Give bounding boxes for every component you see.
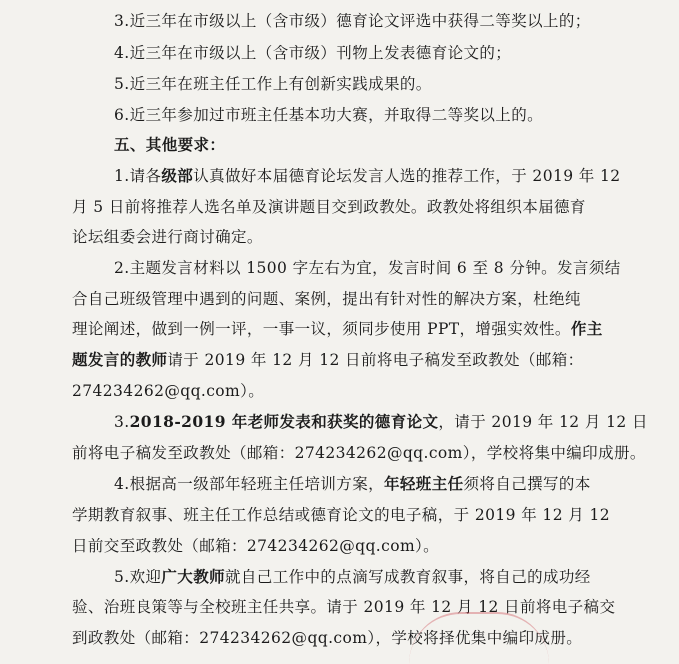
p3-rest: ，请于 2019 年 12 月 12 日 [438,413,648,431]
paragraph-1-line-2: 月 5 日前将推荐人选名单及演讲题目交到政教处。政教处将组织本届德育 [72,198,586,216]
paragraph-2-line-5: 274234262@qq.com）。 [72,382,265,400]
paragraph-3-line-1 [114,410,648,432]
p5-bold: 广大教师 [161,567,225,586]
p1-rest: 认真做好本届德育论坛发言人选的推荐工作，于 2019 年 12 [193,167,621,185]
paragraph-4-line-1 [114,472,591,494]
criteria-item-4: 4.近三年在市级以上（含市级）刊物上发表德育论文的； [114,44,512,62]
red-stamp [409,612,549,664]
p2-line4-text: 请于 2019 年 12 月 12 日前将电子稿发至政教处（邮箱： [167,351,584,369]
p5-rest: 就自己工作中的点滴写成教育叙事，将自己的成功经 [225,568,591,586]
section-heading: 五、其他要求： [114,135,226,154]
paragraph-5-line-2: 验、治班良策等与全校班主任共享。请于 2019 年 12 月 12 日前将电子稿交 [72,598,616,616]
paragraph-2-line-4 [72,348,584,370]
paragraph-2-line-3 [72,317,603,339]
p3-bold: 2018-2019 年老师发表和获奖的德育论文 [129,412,439,431]
paragraph-1-line-1 [114,164,621,186]
paragraph-2-line-2: 合自己班级管理中遇到的问题、案例，提出有针对性的解决方案，杜绝纯 [72,290,581,308]
p4-line1a: 4.根据高一级部年轻班主任培训方案， [114,475,384,493]
criteria-item-5: 5.近三年在班主任工作上有创新实践成果的。 [114,75,432,93]
paragraph-4-line-3: 日前交至政教处（邮箱：274234262@qq.com）。 [72,537,440,555]
criteria-item-6: 6.近三年参加过市班主任基本功大赛，并取得二等奖以上的。 [114,106,543,124]
criteria-item-3: 3.近三年在市级以上（含市级）德育论文评选中获得二等奖以上的； [114,12,591,30]
paragraph-4-line-2: 学期教育叙事、班主任工作总结或德育论文的电子稿，于 2019 年 12 月 12 [72,506,611,524]
p2-line3-bold: 作主 [570,319,603,338]
p4-line1b: 须将自己撰写的本 [463,475,591,493]
paragraph-3-line-2: 前将电子稿发至政教处（邮箱：274234262@qq.com），学校将集中编印成册。 [72,444,646,462]
paragraph-5-line-1 [114,565,591,587]
p5-lead: 5.欢迎 [114,568,162,586]
paragraph-1-line-3: 论坛组委会进行商讨确定。 [72,228,263,246]
paragraph-2-line-1: 2.主题发言材料以 1500 字左右为宜，发言时间 6 至 8 分钟。发言须结 [114,259,621,277]
p4-bold: 年轻班主任 [384,474,464,493]
p2-line4-bold: 题发言的教师 [72,350,168,369]
p1-lead: 1.请各 [114,167,162,185]
p1-bold: 级部 [161,166,194,185]
p2-line3-text: 理论阐述，做到一例一评，一事一议，须同步使用 PPT，增强实效性。 [72,320,571,338]
paragraph-5-line-3: 到政教处（邮箱：274234262@qq.com），学校将择优集中编印成册。 [72,629,583,647]
p3-lead: 3. [114,413,130,431]
